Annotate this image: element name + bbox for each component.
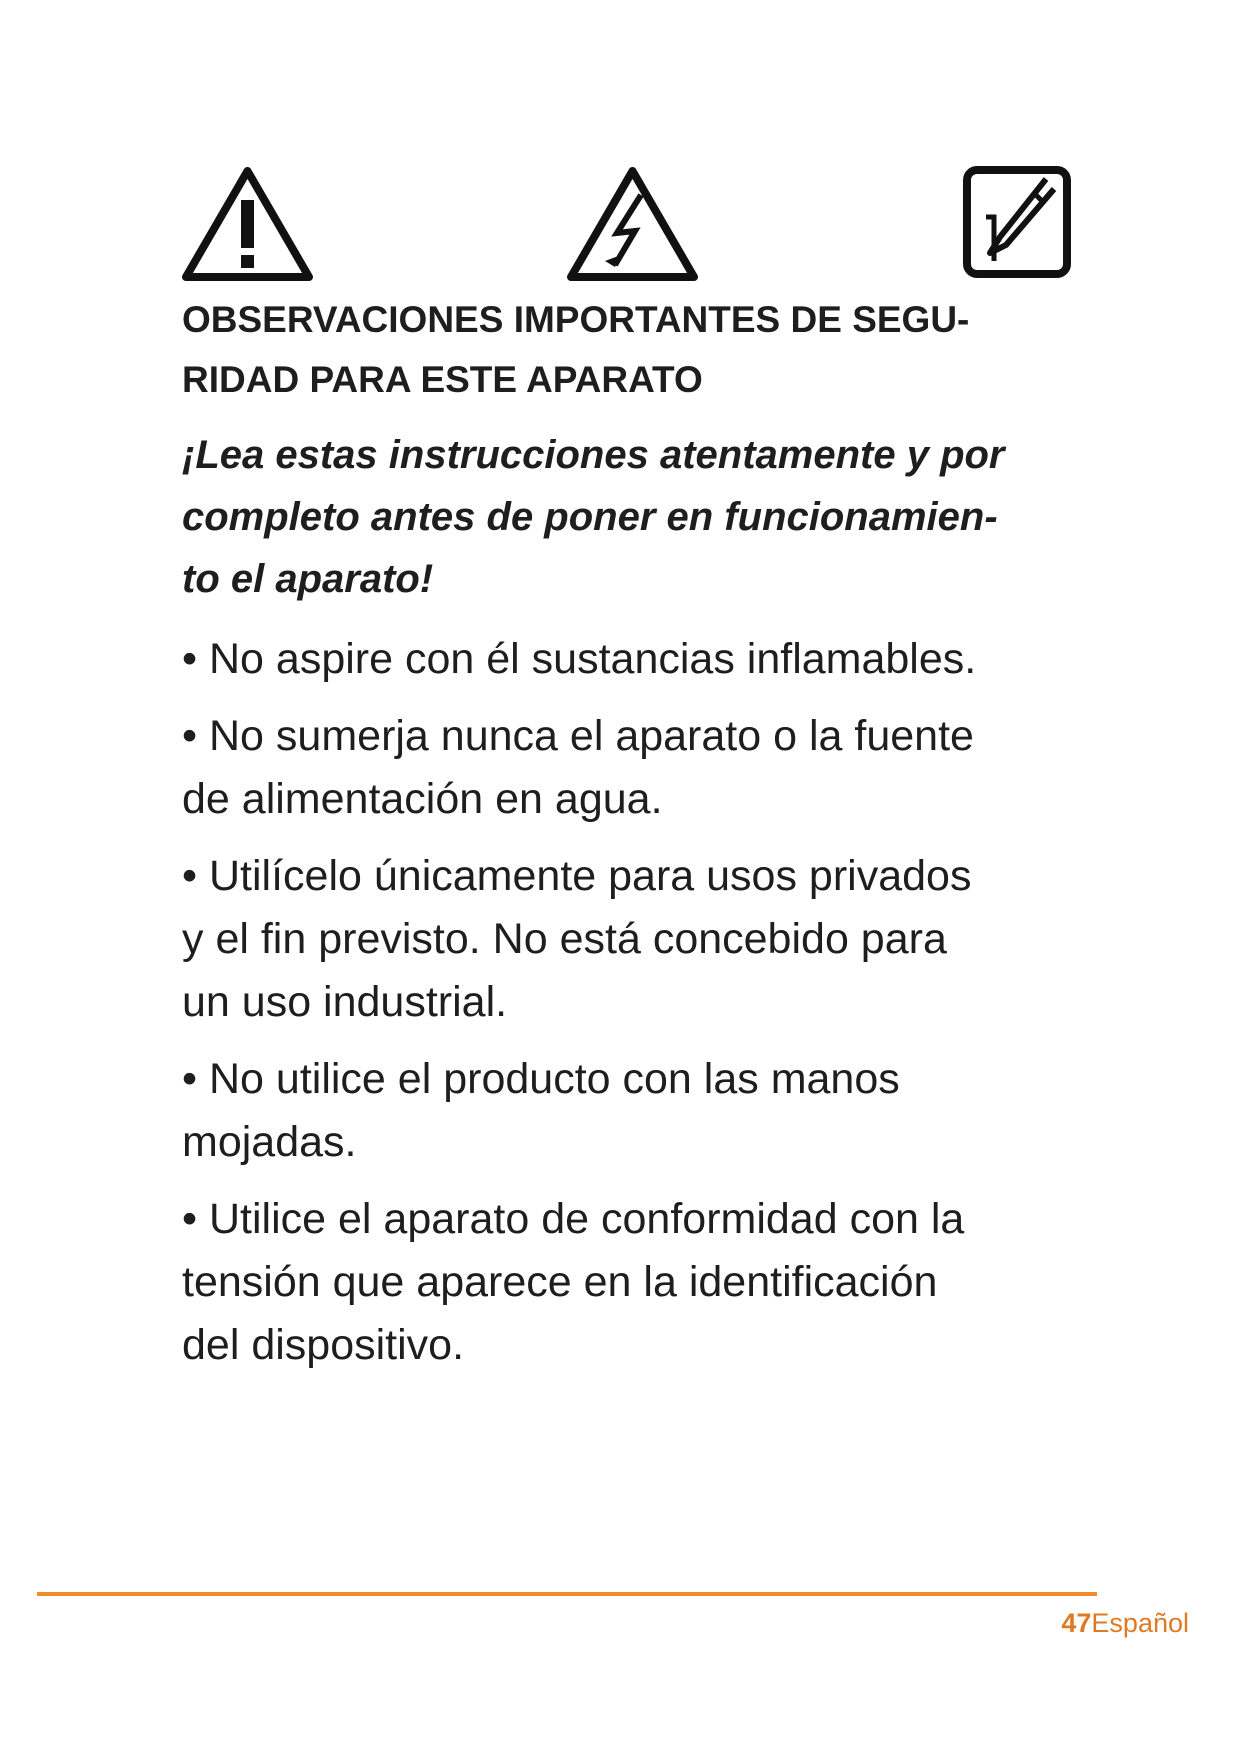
list-item-line: del dispositivo.: [182, 1321, 465, 1369]
read-manual-icon: [962, 165, 1072, 279]
list-item-line: • Utilícelo únicamente para usos privados: [182, 852, 972, 900]
list-item: [182, 845, 1112, 1034]
warning-triangle-icon: [180, 165, 315, 283]
list-item: [182, 1048, 1112, 1174]
list-item-line: • No sumerja nunca el aparato o la fuente: [182, 712, 974, 760]
list-item: [182, 1188, 1112, 1377]
page-footer: [1061, 1608, 1189, 1639]
title-line: RIDAD PARA ESTE APARATO: [182, 359, 703, 400]
safety-list: [182, 628, 1112, 1377]
list-item-line: tensión que aparece en la identificación: [182, 1258, 938, 1306]
notice-line: to el aparato!: [182, 557, 434, 601]
list-item-line: y el fin previsto. No está concebido para: [182, 915, 947, 963]
notice-line: completo antes de poner en funcionamien-: [182, 495, 998, 539]
list-item-line: de alimentación en agua.: [182, 775, 663, 823]
list-item: [182, 705, 1112, 831]
title-line: OBSERVACIONES IMPORTANTES DE SEGU-: [182, 299, 970, 340]
notice-line: ¡Lea estas instrucciones atentamente y por: [182, 433, 1005, 477]
page-number: 47: [1061, 1608, 1092, 1638]
footer-divider: [37, 1592, 1097, 1596]
footer-language: Español: [1091, 1608, 1189, 1638]
electric-shock-icon: [565, 165, 700, 283]
document-body: [182, 290, 1112, 1377]
list-item-line: • No utilice el producto con las manos: [182, 1055, 900, 1103]
page-title: [182, 290, 1112, 410]
read-instructions-notice: [182, 424, 1112, 610]
list-item-line: • Utilice el aparato de conformidad con la: [182, 1195, 965, 1243]
list-item-line: • No aspire con él sustancias inflamables.: [182, 635, 977, 683]
list-item-line: mojadas.: [182, 1118, 357, 1166]
list-item-line: un uso industrial.: [182, 978, 508, 1026]
list-item: [182, 628, 1112, 691]
safety-icons: [180, 165, 1085, 285]
